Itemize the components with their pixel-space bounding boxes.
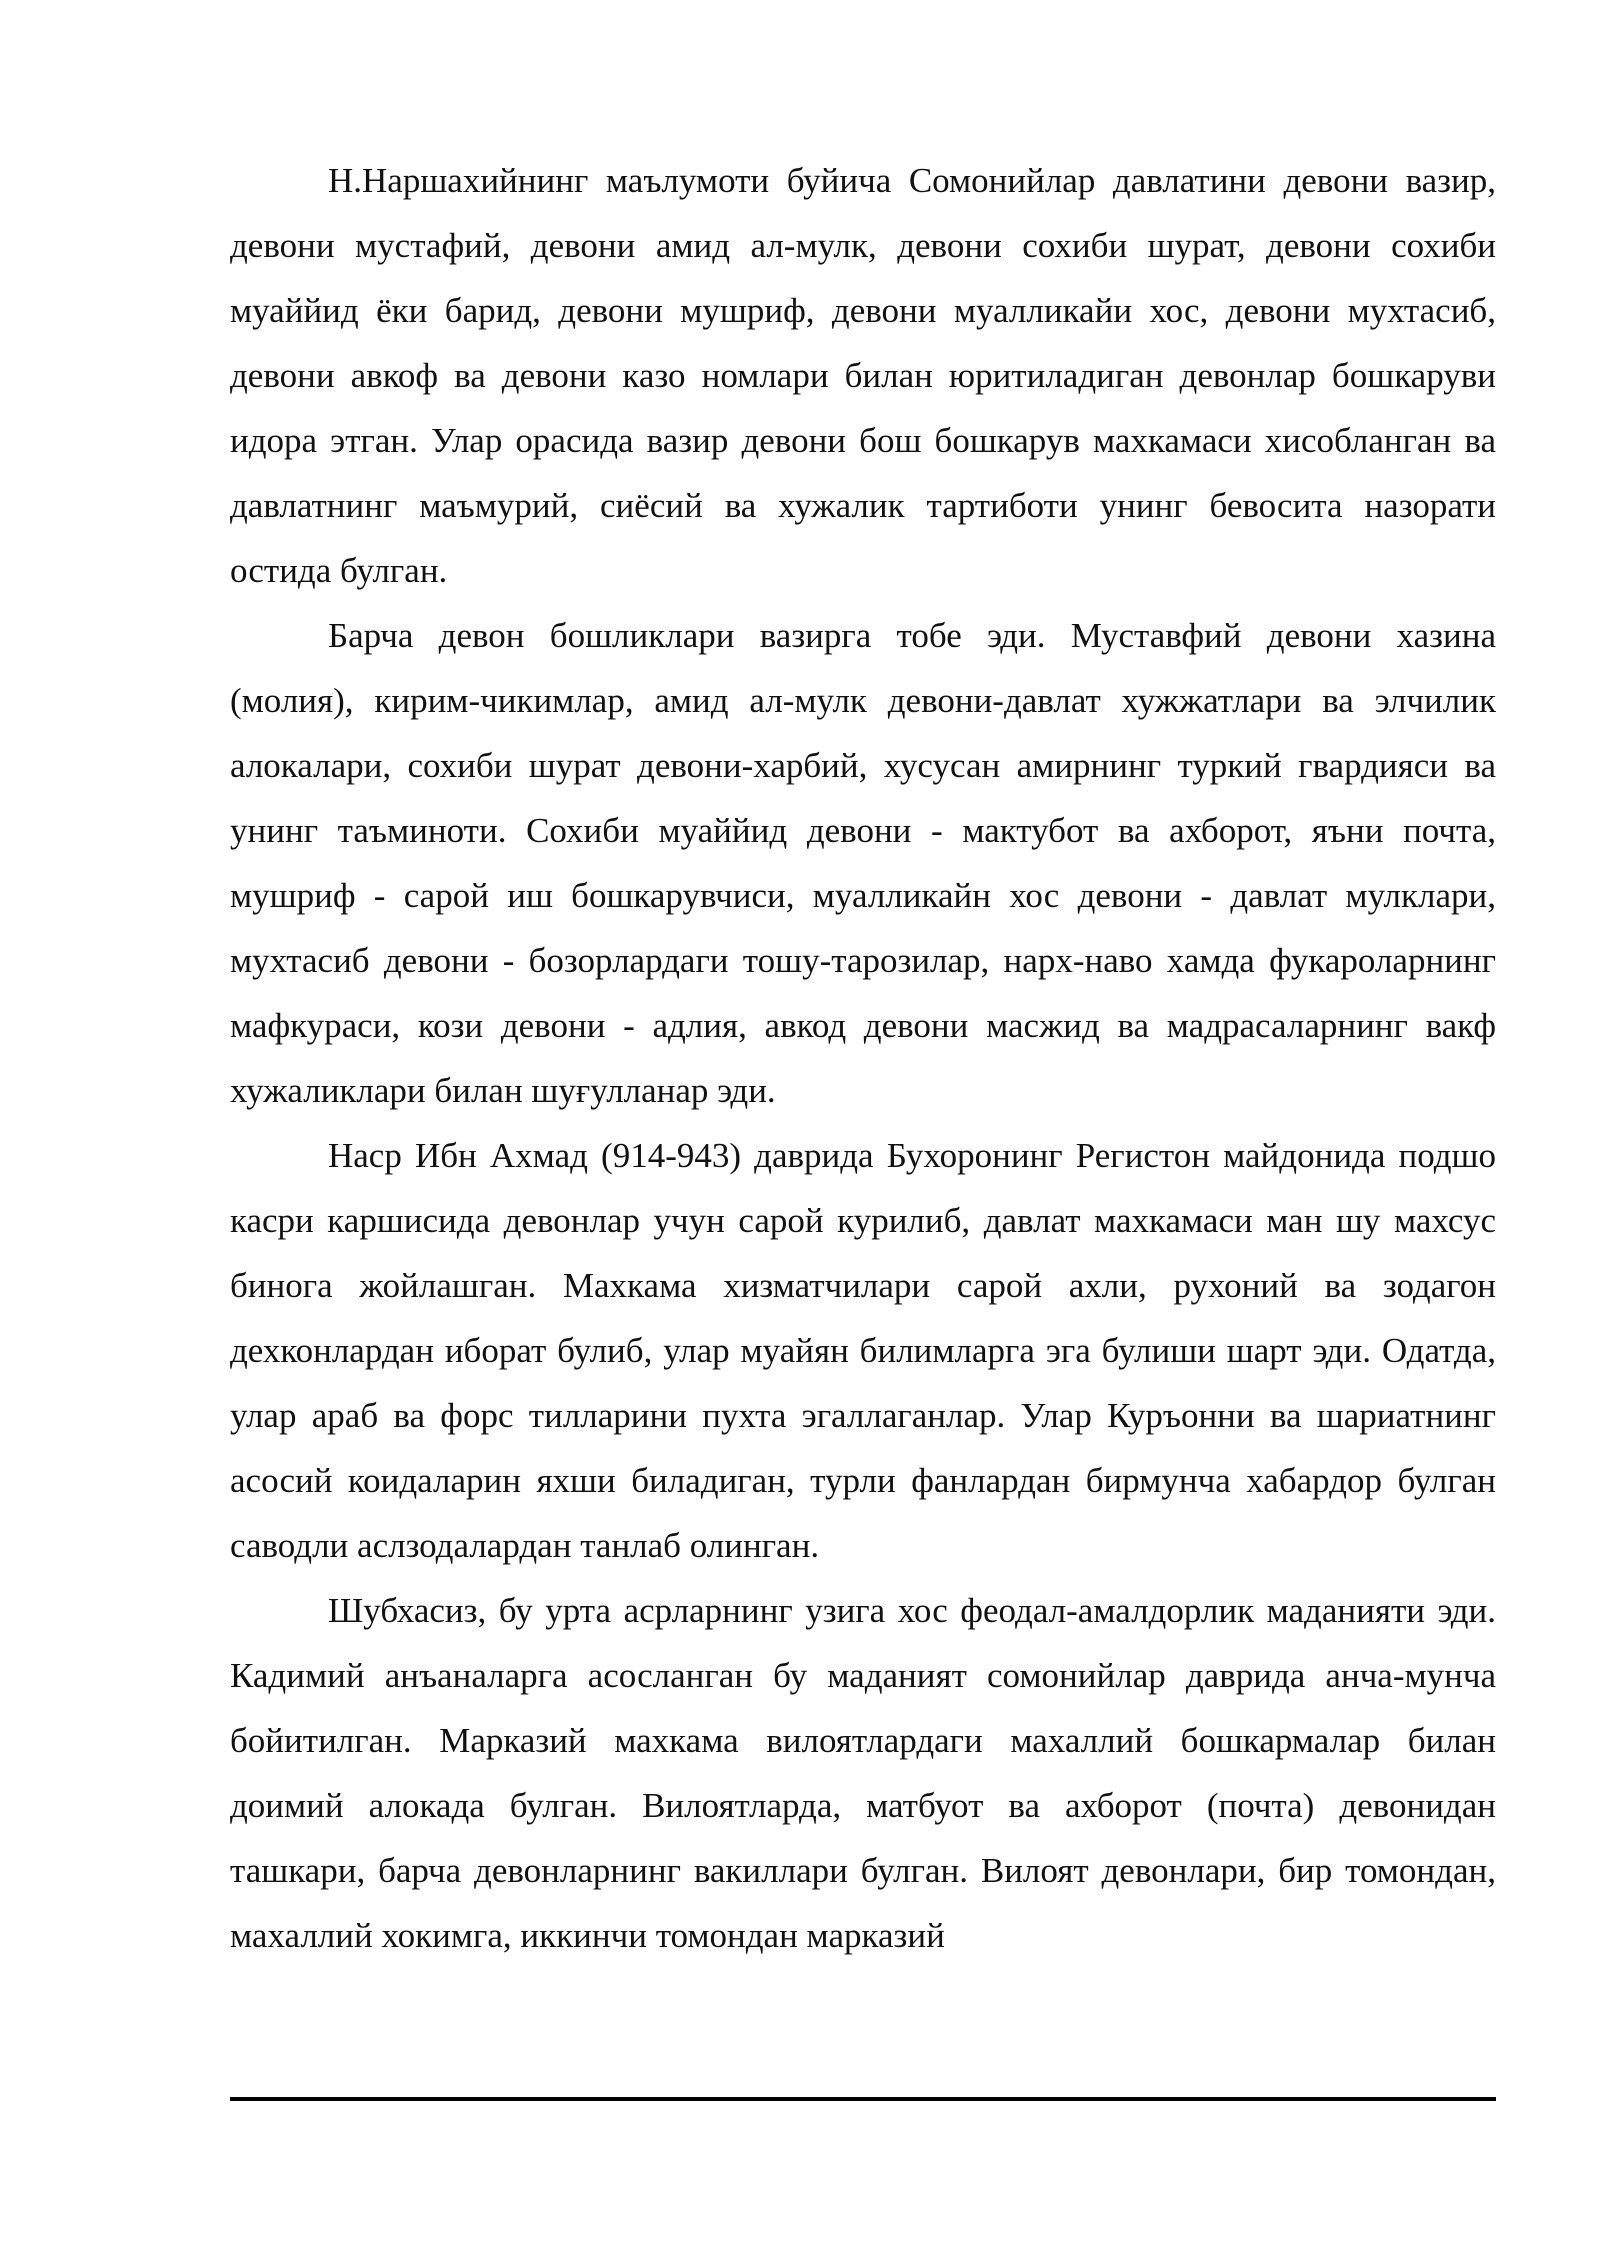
footnote-separator-line — [230, 2097, 1496, 2101]
body-text — [230, 148, 1496, 1968]
paragraph-2: Барча девон бошликлари вазирга тобе эди. Муставфий девони хазина (молия), кирим-чикимлар, амид ал-мулк девони-давлат хужжатлари ва элчилик алокалари, сохиби шурат девони-харбий, хусусан амирнинг туркий гвардияси ва унинг таъминоти. Сохиби муаййид девони - мактубот ва ахборот, яъни почта, мушриф - сарой иш бошкарувчиси, муалликайн хос девони - давлат мулклари, мухтасиб девони - бозорлардаги тошу-тарозилар, нарх-наво хамда фукароларнинг мафкураси, кози девони - адлия, авкод девони масжид ва мадрасаларнинг вакф хужаликлари билан шуғулланар эди. — [230, 616, 1496, 1110]
paragraph-3: Наср Ибн Ахмад (914-943) даврида Бухоронинг Регистон майдонида подшо касри каршисида девонлар учун сарой курилиб, давлат махкамаси ман шу махсус бинога жойлашган. Махкама хизматчилари сарой ахли, рухоний ва зодагон дехконлардан иборат булиб, улар муайян билимларга эга булиши шарт эди. Одатда, улар араб ва форс тилларини пухта эгаллаганлар. Улар Куръонни ва шариатнинг асосий коидаларин яхши биладиган, турли фанлардан бирмунча хабардор булган саводли аслзодалардан танлаб олинган. — [230, 1136, 1496, 1565]
paragraph-4: Шубхасиз, бу урта асрларнинг узига хос феодал-амалдорлик маданияти эди. Кадимий анъаналарга асосланган бу маданият сомонийлар даврида анча-мунча бойитилган. Марказий махкама вилоятлардаги махаллий бошкармалар билан доимий алокада булган. Вилоятларда, матбуот ва ахборот (почта) девонидан ташкари, барча девонларнинг вакиллари булган. Вилоят девонлари, бир томондан, махаллий хокимга, иккинчи томондан марказий — [230, 1591, 1496, 1955]
paragraph-1: Н.Наршахийнинг маълумоти буйича Сомонийлар давлатини девони вазир, девони мустафий, девони амид ал-мулк, девони сохиби шурат, девони сохиби муаййид ёки барид, девони мушриф, девони муалликайи хос, девони мухтасиб, девони авкоф ва девони казо номлари билан юритиладиган девонлар бошкаруви идора этган. Улар орасида вазир девони бош бошкарув махкамаси хисобланган ва давлатнинг маъмурий, сиёсий ва хужалик тартиботи унинг бевосита назорати остида булган. — [230, 161, 1496, 590]
